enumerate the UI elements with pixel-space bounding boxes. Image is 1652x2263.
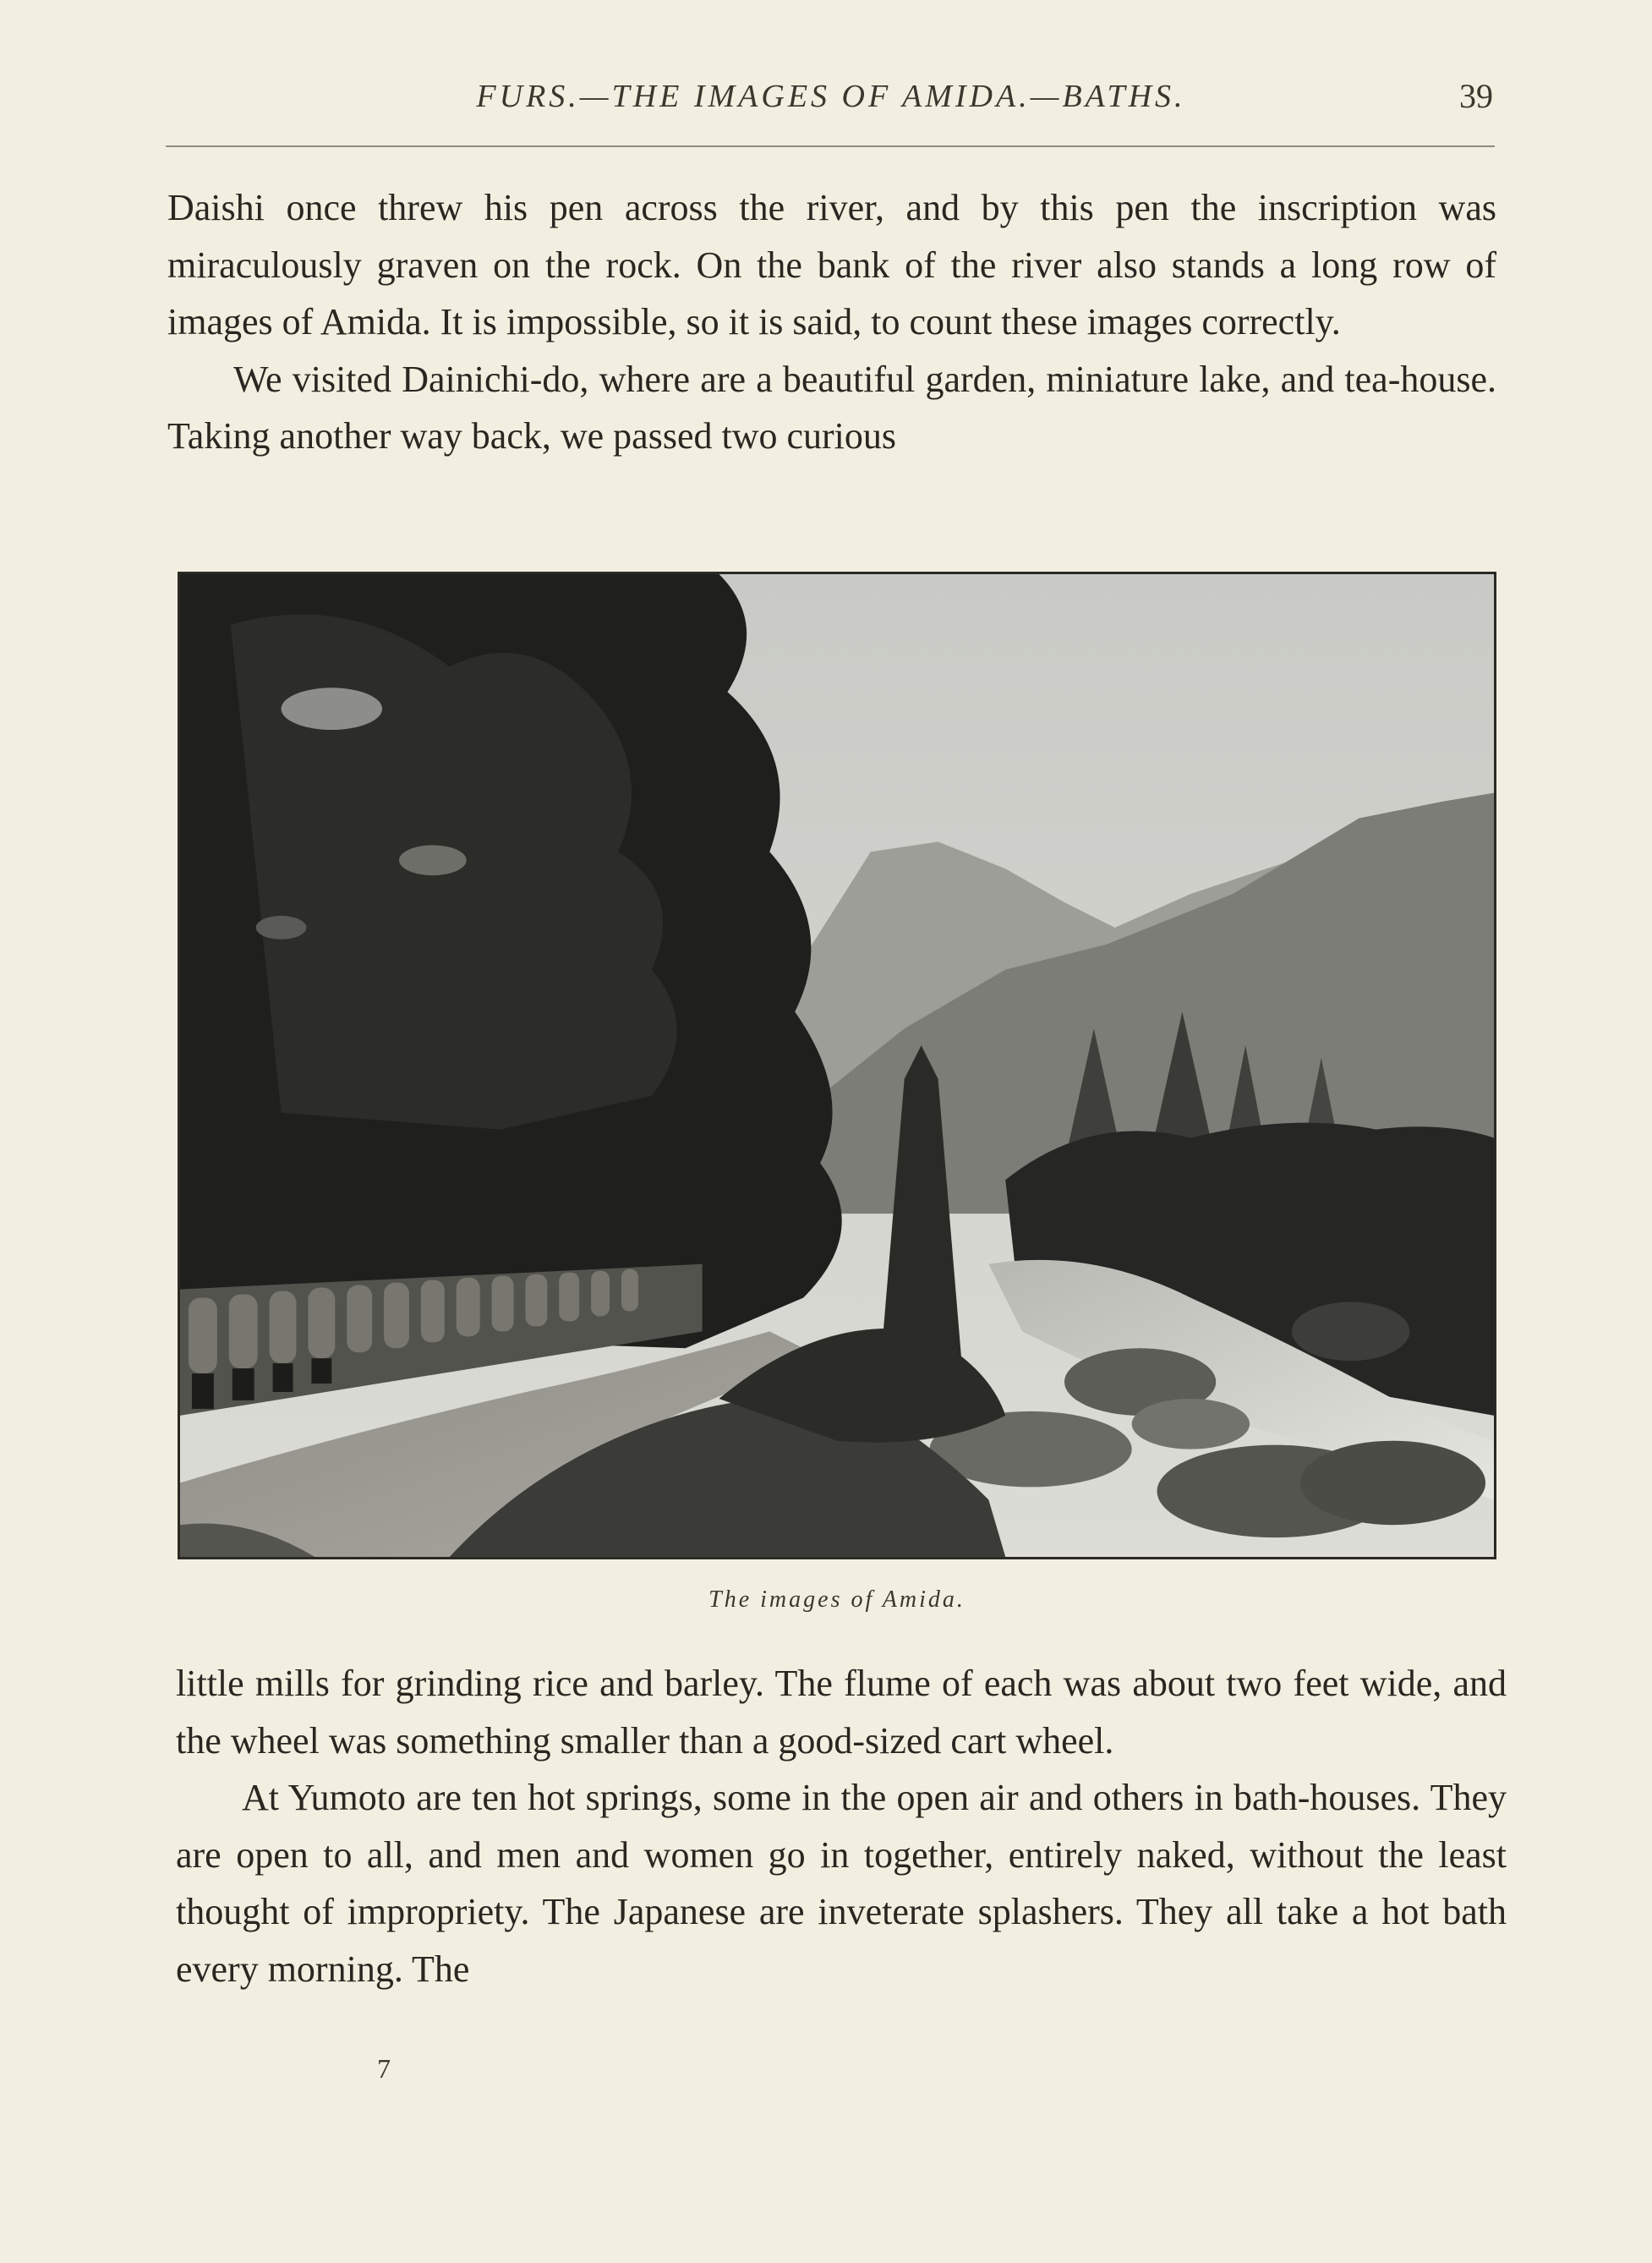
page-number: 39 — [1459, 77, 1493, 115]
signature-mark: 7 — [377, 2053, 391, 2084]
text-block-top — [167, 179, 1496, 465]
paragraph-yumoto: At Yumoto are ten hot springs, some in the open air and others in bath-houses. They are open to all, and men and women go in together, entirely naked, without the least thought of impropriety. The Japanese are inveterate splashers. They all take a hot bath every morning. The — [176, 1777, 1507, 1990]
running-title: FURS.—THE IMAGES OF AMIDA.—BATHS. — [476, 79, 1186, 114]
paragraph-dainichi-do: We visited Dainichi-do, where are a beautiful garden, miniature lake, and tea-house. Taking another way back, we passed two curious — [167, 358, 1496, 457]
paragraph-mills: little mills for grinding rice and barley. The flume of each was about two feet wide, and the wheel was something smaller than a good-sized cart wheel. — [176, 1663, 1507, 1762]
landscape-photo-illustration — [180, 574, 1494, 1557]
running-head — [166, 73, 1496, 120]
paragraph-continued: Daishi once threw his pen across the river, and by this pen the inscription was miraculously graven on the rock. On the bank of the river also stands a long row of images of Amida. It is impossible, so it is said, to count these images correctly. — [167, 187, 1496, 342]
text-block-bottom — [176, 1655, 1507, 1997]
header-rule — [166, 145, 1495, 147]
figure-caption: The images of Amida. — [708, 1586, 965, 1613]
photo-images-of-amida — [178, 572, 1496, 1559]
